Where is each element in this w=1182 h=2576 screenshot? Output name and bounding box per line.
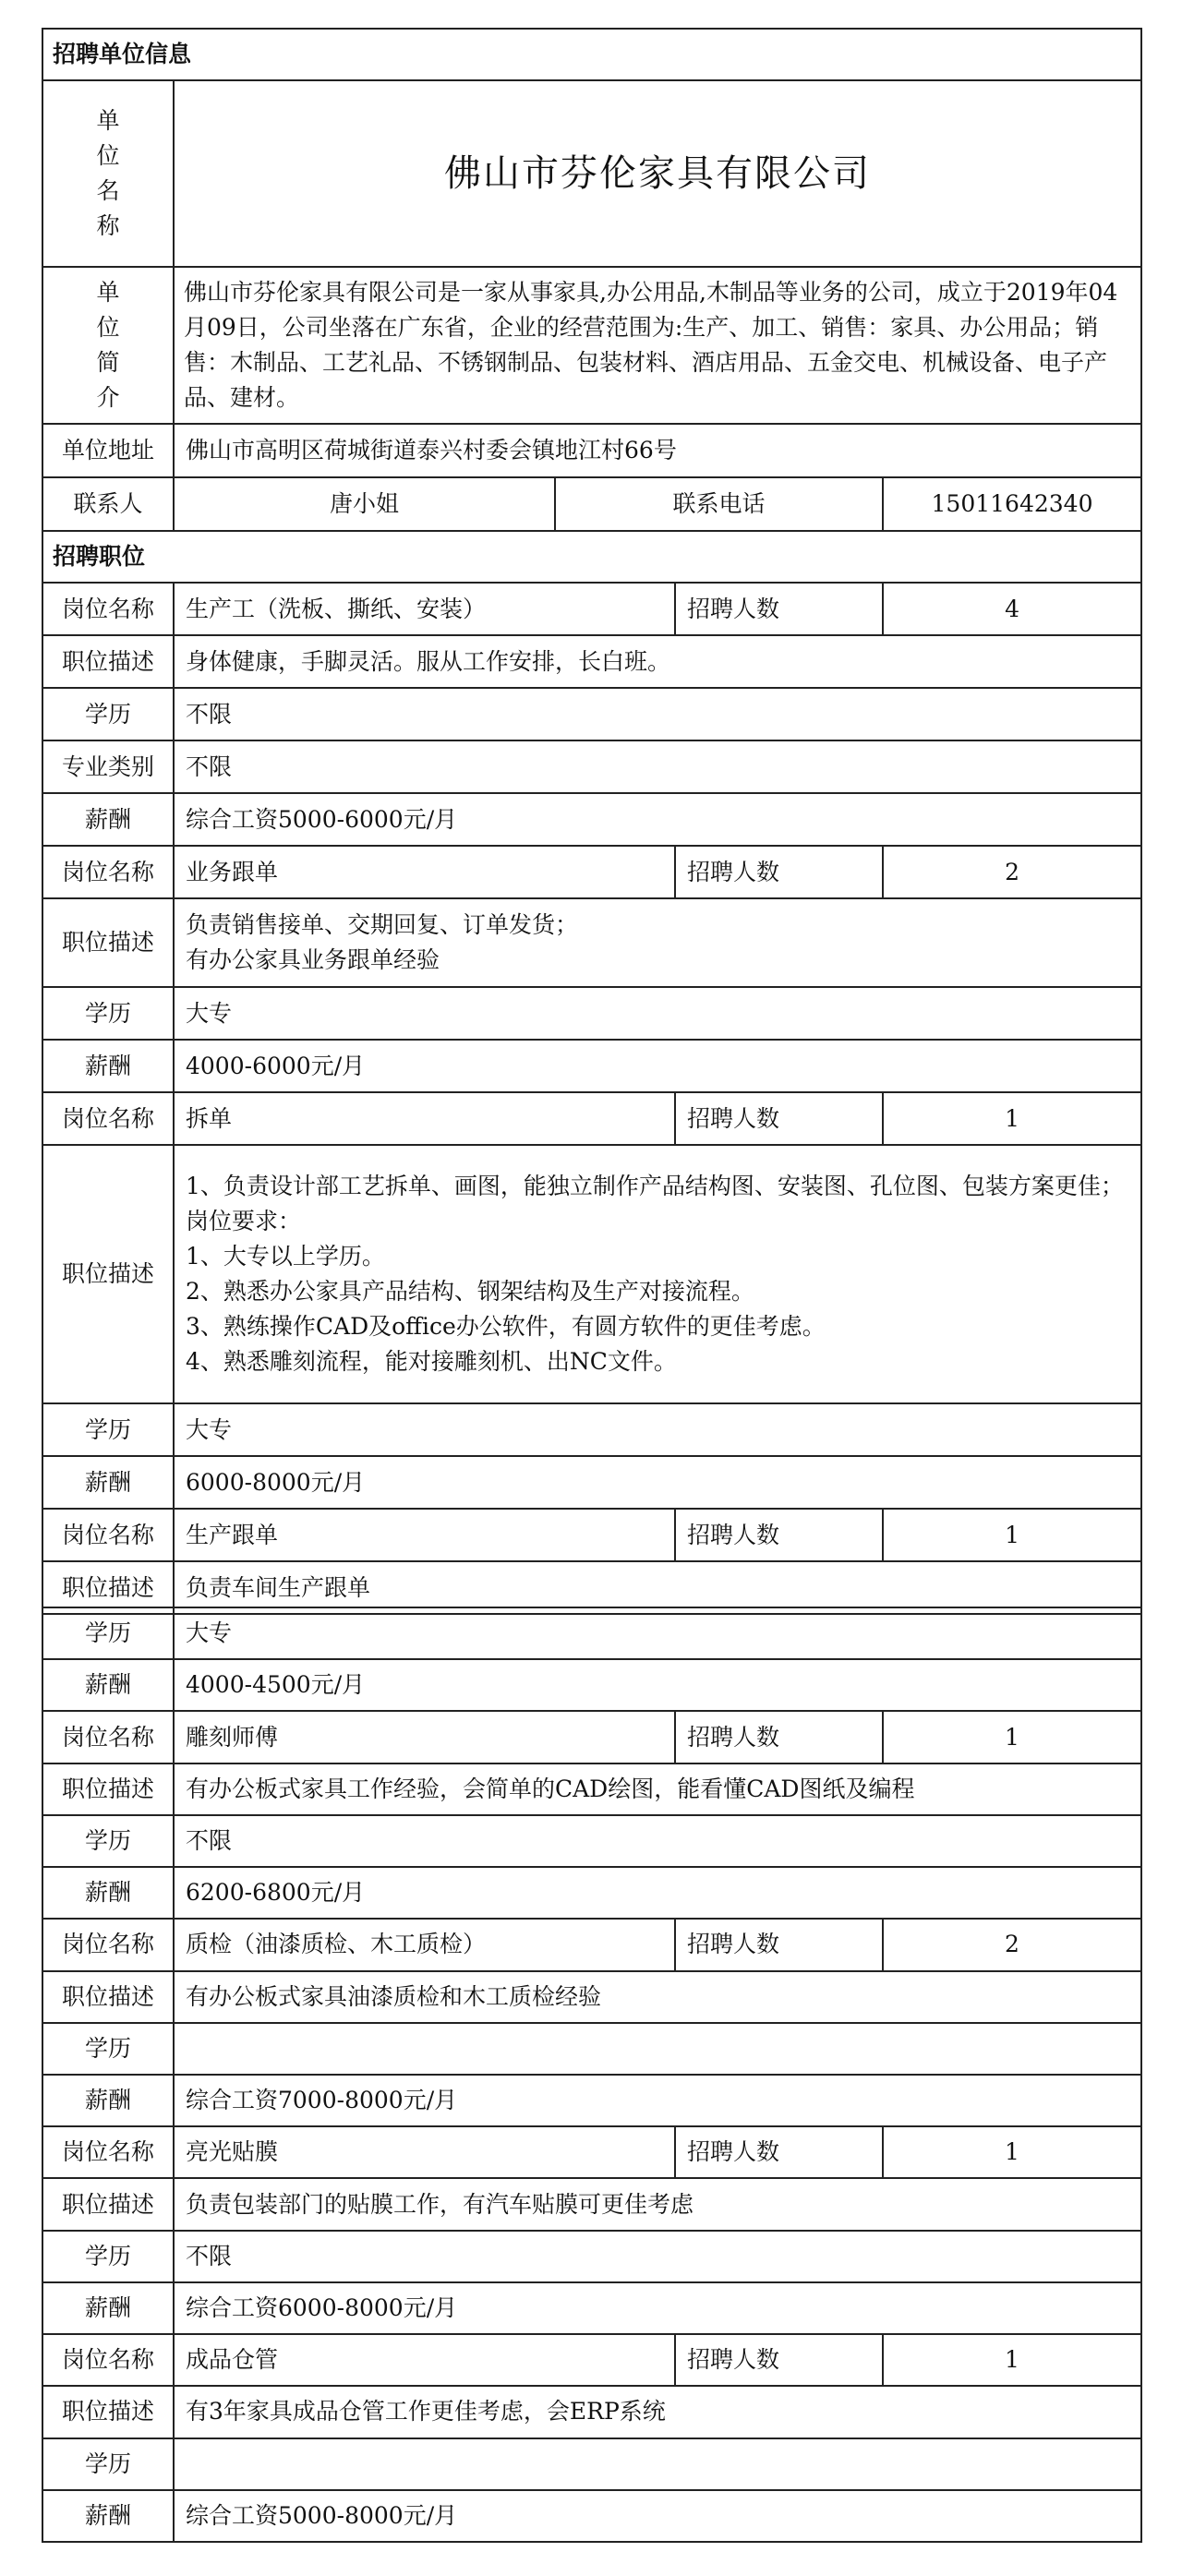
salary-label: 薪酬 — [42, 1456, 174, 1509]
job-name: 成品仓管 — [174, 2334, 675, 2386]
desc-label: 职位描述 — [42, 635, 174, 688]
salary-label: 薪酬 — [42, 793, 174, 846]
salary-label: 薪酬 — [42, 2490, 174, 2542]
company-intro: 佛山市芬伦家具有限公司是一家从事家具,办公用品,木制品等业务的公司，成立于2019年04月09日，公司坐落在广东省，企业的经营范围为:生产、加工、销售：家具、办公用品；销售：木制品、工艺礼品、不锈钢制品、包装材料、酒店用品、五金交电、机械设备、电子产品、建材。 — [174, 267, 1141, 424]
job-education: 不限 — [174, 688, 1141, 740]
company-name-label-text: 单位名称 — [96, 107, 120, 239]
edu-label: 学历 — [42, 2231, 174, 2282]
section-title-company: 招聘单位信息 — [42, 29, 1141, 80]
company-name: 佛山市芬伦家具有限公司 — [174, 80, 1141, 267]
job-description: 负责销售接单、交期回复、订单发货； 有办公家具业务跟单经验 — [174, 898, 1141, 987]
job-salary: 综合工资5000-8000元/月 — [174, 2490, 1141, 2542]
edu-label: 学历 — [42, 2023, 174, 2075]
contact-label: 联系人 — [42, 477, 174, 531]
desc-label: 职位描述 — [42, 2386, 174, 2438]
salary-label: 薪酬 — [42, 1659, 174, 1711]
count-label: 招聘人数 — [675, 583, 883, 635]
job-salary: 综合工资7000-8000元/月 — [174, 2075, 1141, 2126]
job-salary: 4000-6000元/月 — [174, 1040, 1141, 1092]
section-title-jobs: 招聘职位 — [42, 531, 1141, 583]
edu-label: 学历 — [42, 2438, 174, 2490]
job-salary: 4000-4500元/月 — [174, 1659, 1141, 1711]
company-address: 佛山市高明区荷城街道泰兴村委会镇地江村66号 — [174, 424, 1141, 477]
edu-label: 学历 — [42, 1607, 174, 1659]
job-major: 不限 — [174, 740, 1141, 793]
job-education: 大专 — [174, 1607, 1141, 1659]
post-label: 岗位名称 — [42, 1092, 174, 1145]
count-label: 招聘人数 — [675, 2126, 883, 2178]
count-label: 招聘人数 — [675, 1509, 883, 1561]
job-description: 有办公板式家具油漆质检和木工质检经验 — [174, 1971, 1141, 2023]
job-count: 2 — [883, 846, 1141, 898]
post-label: 岗位名称 — [42, 1711, 174, 1763]
job-education: 不限 — [174, 2231, 1141, 2282]
job-salary: 综合工资5000-6000元/月 — [174, 793, 1141, 846]
salary-label: 薪酬 — [42, 1867, 174, 1919]
major-label: 专业类别 — [42, 740, 174, 793]
count-label: 招聘人数 — [675, 1919, 883, 1970]
edu-label: 学历 — [42, 1815, 174, 1867]
job-count: 1 — [883, 1509, 1141, 1561]
post-label: 岗位名称 — [42, 1919, 174, 1970]
contact-name-text: 唐小姐 — [329, 490, 399, 517]
job-description: 负责车间生产跟单 — [174, 1561, 1141, 1614]
job-name: 生产跟单 — [174, 1509, 675, 1561]
job-count: 1 — [883, 2334, 1141, 2386]
job-name: 拆单 — [174, 1092, 675, 1145]
edu-label: 学历 — [42, 987, 174, 1040]
recruitment-table-1 — [42, 28, 1142, 1615]
job-description: 有办公板式家具工作经验，会简单的CAD绘图，能看懂CAD图纸及编程 — [174, 1763, 1141, 1815]
edu-label: 学历 — [42, 1403, 174, 1456]
post-label: 岗位名称 — [42, 2126, 174, 2178]
desc-label: 职位描述 — [42, 898, 174, 987]
company-intro-label-text: 单位简介 — [96, 279, 120, 411]
company-intro-label — [42, 267, 174, 424]
contact-name — [174, 477, 555, 531]
job-name: 业务跟单 — [174, 846, 675, 898]
job-education — [174, 2023, 1141, 2075]
job-education — [174, 2438, 1141, 2490]
desc-label: 职位描述 — [42, 1971, 174, 2023]
contact-phone: 15011642340 — [883, 477, 1141, 531]
company-name-label — [42, 80, 174, 267]
job-name: 亮光贴膜 — [174, 2126, 675, 2178]
post-label: 岗位名称 — [42, 846, 174, 898]
count-label: 招聘人数 — [675, 2334, 883, 2386]
job-education: 大专 — [174, 1403, 1141, 1456]
job-count: 1 — [883, 2126, 1141, 2178]
desc-label: 职位描述 — [42, 2178, 174, 2230]
edu-label: 学历 — [42, 688, 174, 740]
phone-label: 联系电话 — [555, 477, 883, 531]
job-education: 不限 — [174, 1815, 1141, 1867]
job-count: 4 — [883, 583, 1141, 635]
job-description: 有3年家具成品仓管工作更佳考虑，会ERP系统 — [174, 2386, 1141, 2438]
post-label: 岗位名称 — [42, 2334, 174, 2386]
post-label: 岗位名称 — [42, 1509, 174, 1561]
job-description: 身体健康，手脚灵活。服从工作安排，长白班。 — [174, 635, 1141, 688]
job-name: 质检（油漆质检、木工质检） — [174, 1919, 675, 1970]
job-count: 2 — [883, 1919, 1141, 1970]
recruitment-table-2 — [42, 1607, 1142, 2543]
address-label: 单位地址 — [42, 424, 174, 477]
job-count: 1 — [883, 1092, 1141, 1145]
count-label: 招聘人数 — [675, 846, 883, 898]
count-label: 招聘人数 — [675, 1092, 883, 1145]
job-salary: 6000-8000元/月 — [174, 1456, 1141, 1509]
job-education: 大专 — [174, 987, 1141, 1040]
job-salary: 6200-6800元/月 — [174, 1867, 1141, 1919]
job-salary: 综合工资6000-8000元/月 — [174, 2282, 1141, 2334]
job-description: 负责包装部门的贴膜工作，有汽车贴膜可更佳考虑 — [174, 2178, 1141, 2230]
job-description: 1、负责设计部工艺拆单、画图，能独立制作产品结构图、安装图、孔位图、包装方案更佳； 岗位要求： 1、大专以上学历。 2、熟悉办公家具产品结构、钢架结构及生产对接流程。 3、熟练操作CAD及office办公软件，有圆方软件的更佳考虑。 4、熟悉雕刻流程，能对接雕刻机、出NC文件。 — [174, 1145, 1141, 1403]
salary-label: 薪酬 — [42, 2282, 174, 2334]
count-label: 招聘人数 — [675, 1711, 883, 1763]
job-name: 生产工（洗板、撕纸、安装） — [174, 583, 675, 635]
salary-label: 薪酬 — [42, 2075, 174, 2126]
desc-label: 职位描述 — [42, 1561, 174, 1614]
desc-label: 职位描述 — [42, 1763, 174, 1815]
post-label: 岗位名称 — [42, 583, 174, 635]
job-count: 1 — [883, 1711, 1141, 1763]
desc-label: 职位描述 — [42, 1145, 174, 1403]
salary-label: 薪酬 — [42, 1040, 174, 1092]
job-name: 雕刻师傅 — [174, 1711, 675, 1763]
